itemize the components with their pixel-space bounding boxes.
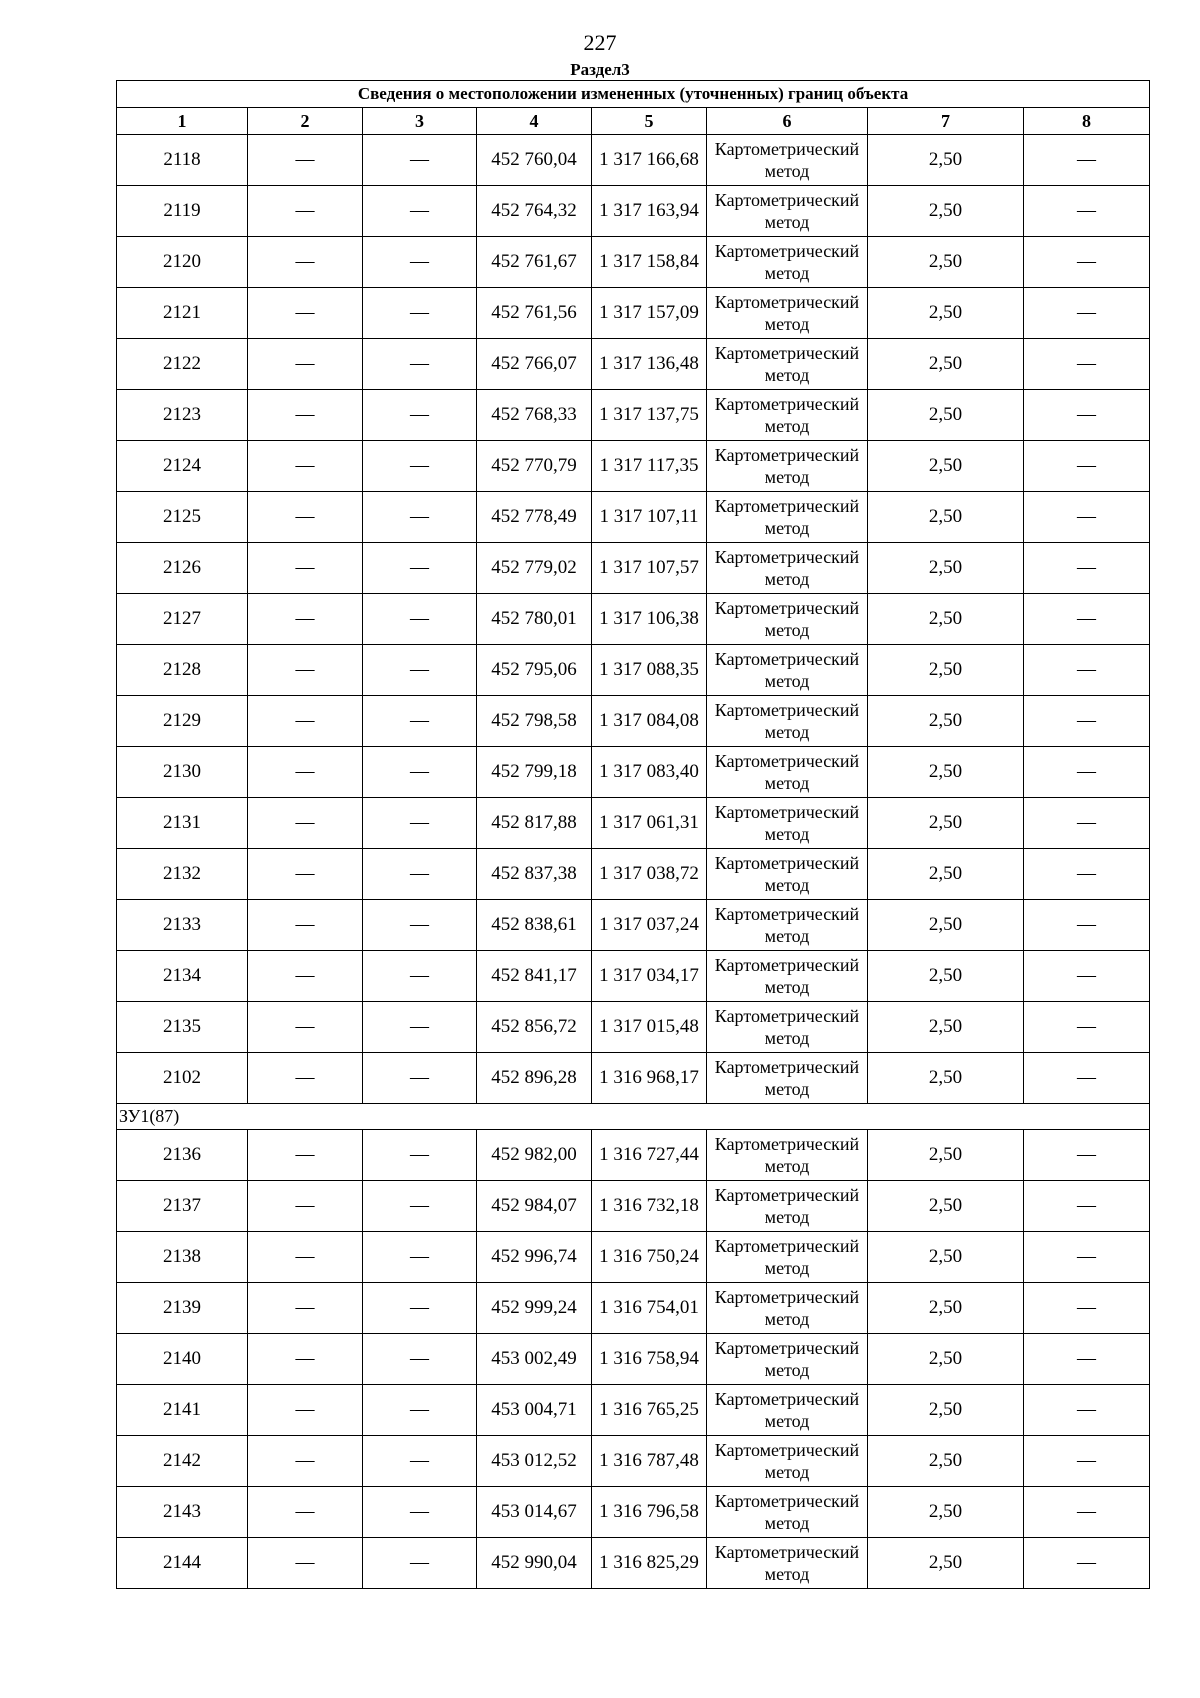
table-row: [117, 1130, 1150, 1181]
column-2-cell: —: [248, 339, 363, 390]
point-number-cell: 2102: [117, 1053, 248, 1104]
column-3-cell: —: [363, 798, 477, 849]
y-coordinate-cell: 1 317 117,35: [592, 441, 707, 492]
column-3-cell: —: [363, 237, 477, 288]
point-number-cell: 2143: [117, 1487, 248, 1538]
column-8-cell: —: [1024, 900, 1150, 951]
table-row: [117, 1487, 1150, 1538]
method-cell: Картометрический метод: [707, 543, 868, 594]
column-number: 3: [363, 108, 477, 135]
accuracy-cell: 2,50: [868, 1130, 1024, 1181]
x-coordinate-cell: 452 766,07: [477, 339, 592, 390]
table-row: [117, 441, 1150, 492]
column-3-cell: —: [363, 186, 477, 237]
y-coordinate-cell: 1 317 106,38: [592, 594, 707, 645]
column-3-cell: —: [363, 696, 477, 747]
method-cell: Картометрический метод: [707, 1334, 868, 1385]
y-coordinate-cell: 1 317 088,35: [592, 645, 707, 696]
x-coordinate-cell: 453 004,71: [477, 1385, 592, 1436]
table-row: [117, 186, 1150, 237]
column-number: 8: [1024, 108, 1150, 135]
column-8-cell: —: [1024, 696, 1150, 747]
x-coordinate-cell: 452 817,88: [477, 798, 592, 849]
x-coordinate-cell: 452 778,49: [477, 492, 592, 543]
table-row: [117, 543, 1150, 594]
column-8-cell: —: [1024, 441, 1150, 492]
x-coordinate-cell: 452 990,04: [477, 1538, 592, 1589]
point-number-cell: 2135: [117, 1002, 248, 1053]
x-coordinate-cell: 453 002,49: [477, 1334, 592, 1385]
column-3-cell: —: [363, 1385, 477, 1436]
column-3-cell: —: [363, 849, 477, 900]
method-cell: Картометрический метод: [707, 1130, 868, 1181]
y-coordinate-cell: 1 317 083,40: [592, 747, 707, 798]
column-2-cell: —: [248, 1130, 363, 1181]
accuracy-cell: 2,50: [868, 1002, 1024, 1053]
column-3-cell: —: [363, 1002, 477, 1053]
column-number: 7: [868, 108, 1024, 135]
point-number-cell: 2126: [117, 543, 248, 594]
accuracy-cell: 2,50: [868, 798, 1024, 849]
y-coordinate-cell: 1 317 034,17: [592, 951, 707, 1002]
column-number: 1: [117, 108, 248, 135]
column-3-cell: —: [363, 645, 477, 696]
method-cell: Картометрический метод: [707, 1538, 868, 1589]
point-number-cell: 2140: [117, 1334, 248, 1385]
table-row: [117, 1436, 1150, 1487]
table-row: [117, 951, 1150, 1002]
point-number-cell: 2134: [117, 951, 248, 1002]
method-cell: Картометрический метод: [707, 135, 868, 186]
column-3-cell: —: [363, 1232, 477, 1283]
column-3-cell: —: [363, 747, 477, 798]
column-8-cell: —: [1024, 390, 1150, 441]
column-2-cell: —: [248, 390, 363, 441]
column-8-cell: —: [1024, 1181, 1150, 1232]
x-coordinate-cell: 452 798,58: [477, 696, 592, 747]
y-coordinate-cell: 1 317 084,08: [592, 696, 707, 747]
x-coordinate-cell: 452 984,07: [477, 1181, 592, 1232]
y-coordinate-cell: 1 316 825,29: [592, 1538, 707, 1589]
x-coordinate-cell: 452 770,79: [477, 441, 592, 492]
column-2-cell: —: [248, 288, 363, 339]
column-8-cell: —: [1024, 135, 1150, 186]
column-2-cell: —: [248, 645, 363, 696]
y-coordinate-cell: 1 317 166,68: [592, 135, 707, 186]
column-number: 4: [477, 108, 592, 135]
column-8-cell: —: [1024, 1334, 1150, 1385]
accuracy-cell: 2,50: [868, 645, 1024, 696]
accuracy-cell: 2,50: [868, 951, 1024, 1002]
column-3-cell: —: [363, 1130, 477, 1181]
table-row: [117, 798, 1150, 849]
point-number-cell: 2144: [117, 1538, 248, 1589]
accuracy-cell: 2,50: [868, 135, 1024, 186]
x-coordinate-cell: 452 779,02: [477, 543, 592, 594]
column-2-cell: —: [248, 1436, 363, 1487]
y-coordinate-cell: 1 316 796,58: [592, 1487, 707, 1538]
point-number-cell: 2136: [117, 1130, 248, 1181]
column-number: 2: [248, 108, 363, 135]
accuracy-cell: 2,50: [868, 186, 1024, 237]
table-row: [117, 492, 1150, 543]
table-row: [117, 237, 1150, 288]
method-cell: Картометрический метод: [707, 339, 868, 390]
method-cell: Картометрический метод: [707, 951, 868, 1002]
column-3-cell: —: [363, 288, 477, 339]
point-number-cell: 2138: [117, 1232, 248, 1283]
x-coordinate-cell: 452 768,33: [477, 390, 592, 441]
y-coordinate-cell: 1 316 732,18: [592, 1181, 707, 1232]
y-coordinate-cell: 1 317 107,57: [592, 543, 707, 594]
column-8-cell: —: [1024, 543, 1150, 594]
column-2-cell: —: [248, 798, 363, 849]
column-8-cell: —: [1024, 288, 1150, 339]
column-8-cell: —: [1024, 1385, 1150, 1436]
x-coordinate-cell: 452 760,04: [477, 135, 592, 186]
table-row: [117, 1538, 1150, 1589]
point-number-cell: 2131: [117, 798, 248, 849]
column-2-cell: —: [248, 1487, 363, 1538]
accuracy-cell: 2,50: [868, 1053, 1024, 1104]
point-number-cell: 2124: [117, 441, 248, 492]
accuracy-cell: 2,50: [868, 1385, 1024, 1436]
column-2-cell: —: [248, 237, 363, 288]
column-8-cell: —: [1024, 237, 1150, 288]
y-coordinate-cell: 1 316 968,17: [592, 1053, 707, 1104]
y-coordinate-cell: 1 316 787,48: [592, 1436, 707, 1487]
table-row: [117, 696, 1150, 747]
column-8-cell: —: [1024, 747, 1150, 798]
y-coordinate-cell: 1 317 038,72: [592, 849, 707, 900]
column-3-cell: —: [363, 1436, 477, 1487]
column-number: 6: [707, 108, 868, 135]
column-3-cell: —: [363, 1538, 477, 1589]
y-coordinate-cell: 1 316 750,24: [592, 1232, 707, 1283]
point-number-cell: 2118: [117, 135, 248, 186]
y-coordinate-cell: 1 317 137,75: [592, 390, 707, 441]
point-number-cell: 2123: [117, 390, 248, 441]
method-cell: Картометрический метод: [707, 1002, 868, 1053]
column-2-cell: —: [248, 696, 363, 747]
column-3-cell: —: [363, 135, 477, 186]
column-2-cell: —: [248, 951, 363, 1002]
x-coordinate-cell: 452 837,38: [477, 849, 592, 900]
table-row: [117, 747, 1150, 798]
table-row: [117, 594, 1150, 645]
x-coordinate-cell: 452 761,56: [477, 288, 592, 339]
y-coordinate-cell: 1 317 136,48: [592, 339, 707, 390]
x-coordinate-cell: 452 761,67: [477, 237, 592, 288]
accuracy-cell: 2,50: [868, 1436, 1024, 1487]
accuracy-cell: 2,50: [868, 390, 1024, 441]
accuracy-cell: 2,50: [868, 1181, 1024, 1232]
column-8-cell: —: [1024, 1053, 1150, 1104]
x-coordinate-cell: 452 838,61: [477, 900, 592, 951]
column-8-cell: —: [1024, 1283, 1150, 1334]
table-caption: Сведения о местоположении измененных (уточненных) границ объекта: [117, 81, 1150, 108]
method-cell: Картометрический метод: [707, 1385, 868, 1436]
accuracy-cell: 2,50: [868, 1487, 1024, 1538]
column-8-cell: —: [1024, 492, 1150, 543]
accuracy-cell: 2,50: [868, 849, 1024, 900]
point-number-cell: 2142: [117, 1436, 248, 1487]
column-2-cell: —: [248, 543, 363, 594]
y-coordinate-cell: 1 316 727,44: [592, 1130, 707, 1181]
column-8-cell: —: [1024, 1232, 1150, 1283]
method-cell: Картометрический метод: [707, 492, 868, 543]
x-coordinate-cell: 452 780,01: [477, 594, 592, 645]
column-3-cell: —: [363, 1334, 477, 1385]
y-coordinate-cell: 1 317 037,24: [592, 900, 707, 951]
column-2-cell: —: [248, 1232, 363, 1283]
column-8-cell: —: [1024, 1538, 1150, 1589]
method-cell: Картометрический метод: [707, 1053, 868, 1104]
x-coordinate-cell: 452 996,74: [477, 1232, 592, 1283]
table-row: [117, 1283, 1150, 1334]
method-cell: Картометрический метод: [707, 747, 868, 798]
x-coordinate-cell: 453 012,52: [477, 1436, 592, 1487]
column-2-cell: —: [248, 900, 363, 951]
y-coordinate-cell: 1 316 754,01: [592, 1283, 707, 1334]
x-coordinate-cell: 452 856,72: [477, 1002, 592, 1053]
point-number-cell: 2129: [117, 696, 248, 747]
x-coordinate-cell: 452 982,00: [477, 1130, 592, 1181]
x-coordinate-cell: 452 896,28: [477, 1053, 592, 1104]
column-2-cell: —: [248, 1181, 363, 1232]
accuracy-cell: 2,50: [868, 1283, 1024, 1334]
column-3-cell: —: [363, 900, 477, 951]
point-number-cell: 2137: [117, 1181, 248, 1232]
column-8-cell: —: [1024, 594, 1150, 645]
y-coordinate-cell: 1 317 163,94: [592, 186, 707, 237]
x-coordinate-cell: 452 999,24: [477, 1283, 592, 1334]
y-coordinate-cell: 1 317 157,09: [592, 288, 707, 339]
table-body: [117, 81, 1150, 1589]
column-8-cell: —: [1024, 849, 1150, 900]
column-2-cell: —: [248, 747, 363, 798]
y-coordinate-cell: 1 317 015,48: [592, 1002, 707, 1053]
point-number-cell: 2130: [117, 747, 248, 798]
column-3-cell: —: [363, 441, 477, 492]
column-3-cell: —: [363, 543, 477, 594]
column-2-cell: —: [248, 492, 363, 543]
table-row: [117, 1385, 1150, 1436]
method-cell: Картометрический метод: [707, 798, 868, 849]
accuracy-cell: 2,50: [868, 288, 1024, 339]
column-2-cell: —: [248, 594, 363, 645]
column-8-cell: —: [1024, 339, 1150, 390]
column-8-cell: —: [1024, 1002, 1150, 1053]
x-coordinate-cell: 452 841,17: [477, 951, 592, 1002]
column-2-cell: —: [248, 1002, 363, 1053]
method-cell: Картометрический метод: [707, 900, 868, 951]
point-number-cell: 2127: [117, 594, 248, 645]
table-row: [117, 1053, 1150, 1104]
column-number: 5: [592, 108, 707, 135]
method-cell: Картометрический метод: [707, 1181, 868, 1232]
point-number-cell: 2125: [117, 492, 248, 543]
column-2-cell: —: [248, 1283, 363, 1334]
method-cell: Картометрический метод: [707, 288, 868, 339]
y-coordinate-cell: 1 317 107,11: [592, 492, 707, 543]
accuracy-cell: 2,50: [868, 237, 1024, 288]
table-row: [117, 339, 1150, 390]
column-8-cell: —: [1024, 798, 1150, 849]
point-number-cell: 2141: [117, 1385, 248, 1436]
page-number: 227: [583, 30, 617, 55]
point-number-cell: 2132: [117, 849, 248, 900]
column-3-cell: —: [363, 339, 477, 390]
accuracy-cell: 2,50: [868, 1538, 1024, 1589]
section-title: Раздел3: [570, 60, 630, 79]
column-3-cell: —: [363, 951, 477, 1002]
table-row: [117, 1334, 1150, 1385]
method-cell: Картометрический метод: [707, 390, 868, 441]
column-8-cell: —: [1024, 186, 1150, 237]
column-3-cell: —: [363, 492, 477, 543]
accuracy-cell: 2,50: [868, 1334, 1024, 1385]
point-number-cell: 2121: [117, 288, 248, 339]
column-8-cell: —: [1024, 1436, 1150, 1487]
point-number-cell: 2119: [117, 186, 248, 237]
accuracy-cell: 2,50: [868, 900, 1024, 951]
column-3-cell: —: [363, 390, 477, 441]
method-cell: Картометрический метод: [707, 645, 868, 696]
method-cell: Картометрический метод: [707, 849, 868, 900]
column-2-cell: —: [248, 1385, 363, 1436]
method-cell: Картометрический метод: [707, 1436, 868, 1487]
point-number-cell: 2133: [117, 900, 248, 951]
table-row: [117, 900, 1150, 951]
column-8-cell: —: [1024, 1130, 1150, 1181]
group-row: [117, 1104, 1150, 1130]
method-cell: Картометрический метод: [707, 696, 868, 747]
y-coordinate-cell: 1 317 158,84: [592, 237, 707, 288]
x-coordinate-cell: 452 799,18: [477, 747, 592, 798]
column-2-cell: —: [248, 441, 363, 492]
accuracy-cell: 2,50: [868, 543, 1024, 594]
column-2-cell: —: [248, 849, 363, 900]
table-caption-row: [117, 81, 1150, 108]
y-coordinate-cell: 1 316 758,94: [592, 1334, 707, 1385]
column-8-cell: —: [1024, 951, 1150, 1002]
point-number-cell: 2120: [117, 237, 248, 288]
column-2-cell: —: [248, 1053, 363, 1104]
point-number-cell: 2122: [117, 339, 248, 390]
table-row: [117, 1002, 1150, 1053]
method-cell: Картометрический метод: [707, 186, 868, 237]
column-3-cell: —: [363, 1181, 477, 1232]
accuracy-cell: 2,50: [868, 1232, 1024, 1283]
column-2-cell: —: [248, 186, 363, 237]
coordinates-table: [116, 80, 1150, 1589]
point-number-cell: 2128: [117, 645, 248, 696]
x-coordinate-cell: 452 795,06: [477, 645, 592, 696]
accuracy-cell: 2,50: [868, 747, 1024, 798]
table-row: [117, 288, 1150, 339]
accuracy-cell: 2,50: [868, 441, 1024, 492]
column-3-cell: —: [363, 1283, 477, 1334]
column-2-cell: —: [248, 1538, 363, 1589]
accuracy-cell: 2,50: [868, 696, 1024, 747]
table-row: [117, 390, 1150, 441]
accuracy-cell: 2,50: [868, 339, 1024, 390]
method-cell: Картометрический метод: [707, 594, 868, 645]
column-3-cell: —: [363, 1487, 477, 1538]
accuracy-cell: 2,50: [868, 492, 1024, 543]
x-coordinate-cell: 453 014,67: [477, 1487, 592, 1538]
method-cell: Картометрический метод: [707, 1283, 868, 1334]
method-cell: Картометрический метод: [707, 1487, 868, 1538]
table-row: [117, 1232, 1150, 1283]
x-coordinate-cell: 452 764,32: [477, 186, 592, 237]
column-8-cell: —: [1024, 645, 1150, 696]
method-cell: Картометрический метод: [707, 1232, 868, 1283]
column-8-cell: —: [1024, 1487, 1150, 1538]
y-coordinate-cell: 1 317 061,31: [592, 798, 707, 849]
table-row: [117, 135, 1150, 186]
column-3-cell: —: [363, 1053, 477, 1104]
column-2-cell: —: [248, 1334, 363, 1385]
method-cell: Картометрический метод: [707, 441, 868, 492]
column-number-row: [117, 108, 1150, 135]
point-number-cell: 2139: [117, 1283, 248, 1334]
table-row: [117, 1181, 1150, 1232]
group-label: ЗУ1(87): [117, 1104, 1150, 1130]
table-row: [117, 645, 1150, 696]
y-coordinate-cell: 1 316 765,25: [592, 1385, 707, 1436]
method-cell: Картометрический метод: [707, 237, 868, 288]
accuracy-cell: 2,50: [868, 594, 1024, 645]
column-3-cell: —: [363, 594, 477, 645]
column-2-cell: —: [248, 135, 363, 186]
table-row: [117, 849, 1150, 900]
